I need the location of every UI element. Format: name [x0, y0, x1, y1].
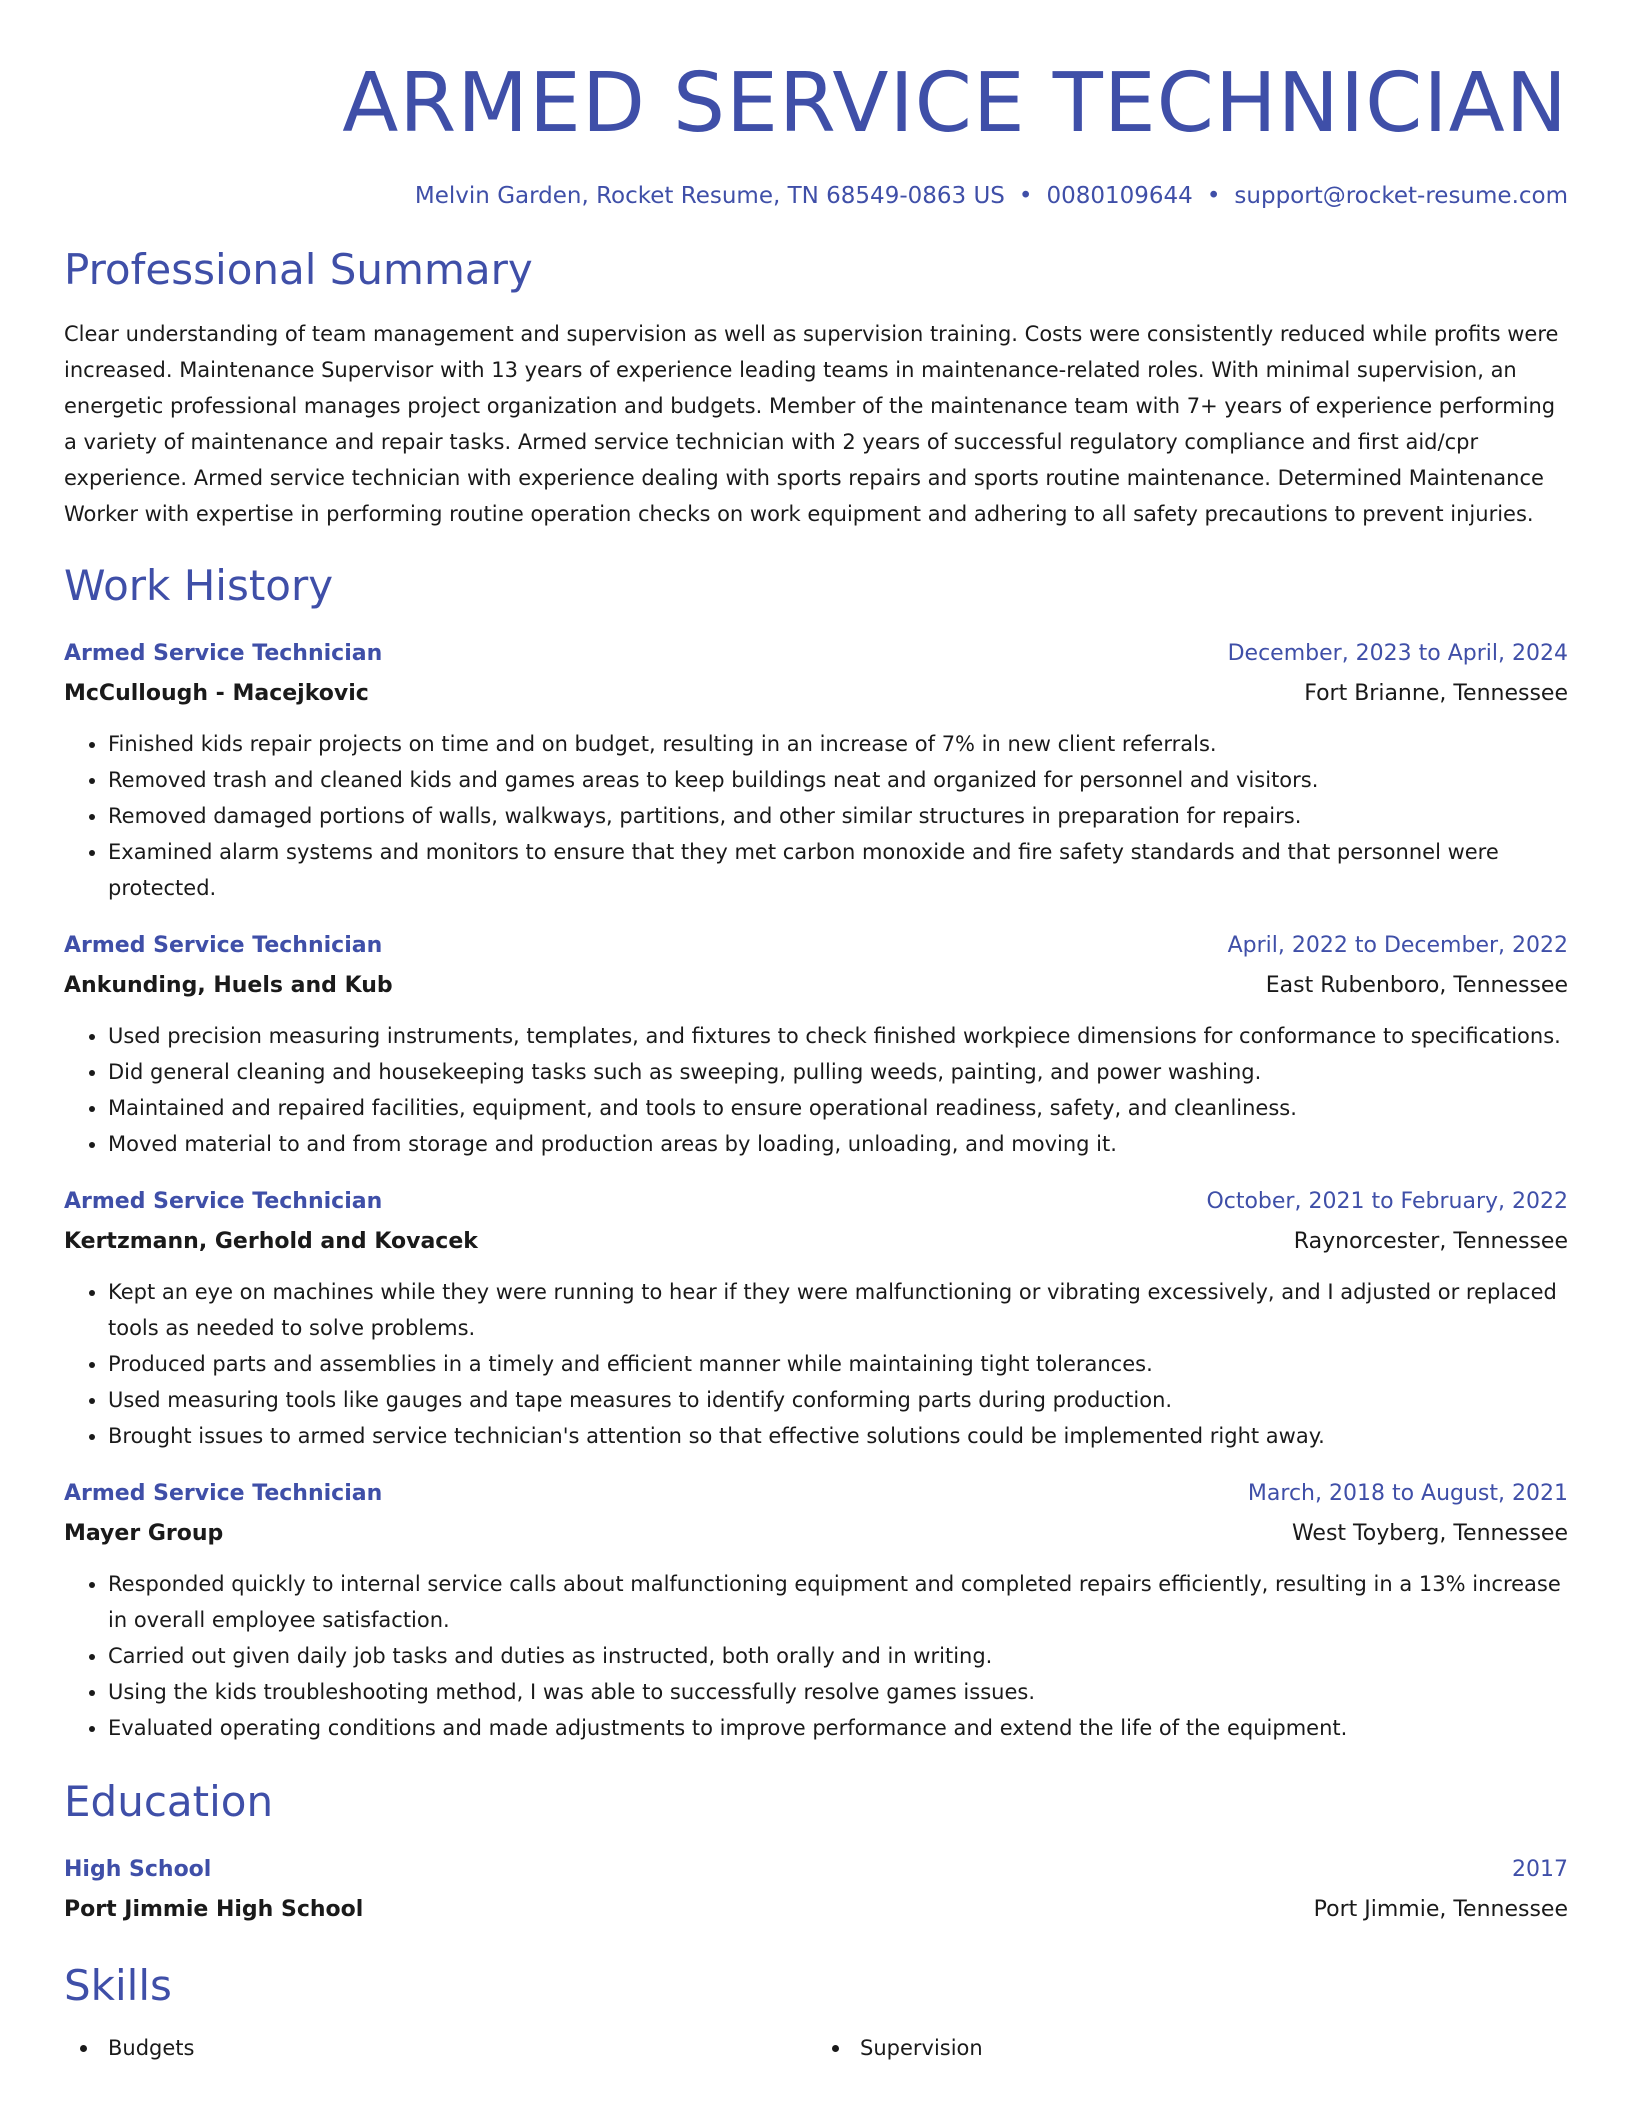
job-bullet: • Brought issues to armed service technician's attention so that effective solutions could be implemented right away. [108, 1418, 1568, 1454]
job-dates: March, 2018 to August, 2021 [1247, 1481, 1568, 1506]
job-location: Raynorcester, Tennessee [1293, 1229, 1568, 1254]
job-bullets [64, 1274, 1568, 1454]
skill-item: Supervision [816, 2030, 1568, 2066]
job-company-row [64, 1222, 1568, 1262]
contact-address: Melvin Garden, Rocket Resume, TN 68549-0863 US [414, 183, 1005, 209]
job-dates: October, 2021 to February, 2022 [1206, 1189, 1568, 1214]
job-bullets [64, 1566, 1568, 1746]
skills-heading: Skills [64, 1961, 172, 2010]
job-company: McCullough - Macejkovic [64, 681, 369, 706]
education-degree: High School [64, 1857, 212, 1882]
job-company: Ankunding, Huels and Kub [64, 973, 393, 998]
education-school-row [64, 1890, 1568, 1930]
job-title-row [64, 1474, 1568, 1514]
job-company-row [64, 674, 1568, 714]
job-location: East Rubenboro, Tennessee [1265, 973, 1568, 998]
job-bullet: • Maintained and repaired facilities, equipment, and tools to ensure operational readiness, safety, and cleanliness. [108, 1090, 1568, 1126]
job-dates: December, 2023 to April, 2024 [1227, 641, 1568, 666]
education-location: Port Jimmie, Tennessee [1313, 1897, 1568, 1922]
job-bullet: • Moved material to and from storage and production areas by loading, unloading, and moving it. [108, 1126, 1568, 1162]
job-title-row [64, 1182, 1568, 1222]
education-degree-row [64, 1850, 1568, 1890]
job-bullet: • Finished kids repair projects on time and on budget, resulting in an increase of 7% in new client referrals. [108, 726, 1568, 762]
skills-list [64, 2030, 1568, 2066]
job-bullet: • Using the kids troubleshooting method, I was able to successfully resolve games issues. [108, 1674, 1568, 1710]
job-title: Armed Service Technician [64, 641, 383, 666]
job-bullet: • Evaluated operating conditions and made adjustments to improve performance and extend the life of the equipment. [108, 1710, 1568, 1746]
job-company: Mayer Group [64, 1521, 224, 1546]
job-title: Armed Service Technician [64, 933, 383, 958]
job-entry [64, 1182, 1568, 1454]
job-bullet: • Kept an eye on machines while they were running to hear if they were malfunctioning or vibrating excessively, and I adjusted or replaced tools as needed to solve problems. [108, 1274, 1568, 1346]
summary-text: Clear understanding of team management and supervision as well as supervision training. Costs were consistently reduced while profits were increased. Maintenance Supervisor with 13 years of experience leading teams in maintenance-related roles. With minimal supervision, an energetic professional manages project organization and budgets. Member of the maintenance team with 7+ years of experience performing a variety of maintenance and repair tasks. Armed service technician with 2 years of successful regulatory compliance and first aid/cpr experience. Armed service technician with experience dealing with sports repairs and sports routine maintenance. Determined Maintenance Worker with expertise in performing routine operation checks on work equipment and adhering to all safety precautions to prevent injuries. [64, 322, 1559, 526]
job-bullets [64, 726, 1568, 906]
job-title-row [64, 926, 1568, 966]
job-bullet: • Did general cleaning and housekeeping tasks such as sweeping, pulling weeds, painting, and power washing. [108, 1054, 1568, 1090]
job-bullet: • Produced parts and assemblies in a timely and efficient manner while maintaining tight tolerances. [108, 1346, 1568, 1382]
education-entry [64, 1850, 1568, 1930]
job-company-row [64, 1514, 1568, 1554]
job-bullet: • Used measuring tools like gauges and tape measures to identify conforming parts during production. [108, 1382, 1568, 1418]
job-entry [64, 926, 1568, 1162]
education-heading: Education [64, 1777, 274, 1826]
job-title: Armed Service Technician [64, 1189, 383, 1214]
job-bullets [64, 1018, 1568, 1162]
contact-email: support@rocket-resume.com [1234, 183, 1568, 209]
contact-separator: • [1206, 183, 1221, 209]
job-title: Armed Service Technician [64, 1481, 383, 1506]
job-bullet: • Examined alarm systems and monitors to ensure that they met carbon monoxide and fire safety standards and that personnel were protected. [108, 834, 1568, 906]
contact-line [64, 180, 1568, 212]
job-entry [64, 1474, 1568, 1746]
job-company-row [64, 966, 1568, 1006]
contact-separator: • [1018, 183, 1033, 209]
job-title-row [64, 634, 1568, 674]
job-bullet: • Carried out given daily job tasks and duties as instructed, both orally and in writing. [108, 1638, 1568, 1674]
job-bullet: • Removed damaged portions of walls, walkways, partitions, and other similar structures in preparation for repairs. [108, 798, 1568, 834]
education-school: Port Jimmie High School [64, 1897, 364, 1922]
job-entry [64, 634, 1568, 906]
work-history-heading: Work History [64, 561, 334, 610]
job-location: Fort Brianne, Tennessee [1304, 681, 1568, 706]
skill-item: Budgets [64, 2030, 816, 2066]
education-year: 2017 [1512, 1857, 1568, 1882]
job-bullet: • Used precision measuring instruments, templates, and fixtures to check finished workpiece dimensions for conformance to specifications. [108, 1018, 1568, 1054]
job-dates: April, 2022 to December, 2022 [1227, 933, 1568, 958]
summary-heading: Professional Summary [64, 245, 533, 294]
job-bullet: • Removed trash and cleaned kids and games areas to keep buildings neat and organized for personnel and visitors. [108, 762, 1568, 798]
job-bullet: • Responded quickly to internal service calls about malfunctioning equipment and completed repairs efficiently, resulting in a 13% increase in overall employee satisfaction. [108, 1566, 1568, 1638]
resume-title: ARMED SERVICE TECHNICIAN [342, 56, 1568, 151]
contact-phone: 0080109644 [1046, 183, 1193, 209]
job-location: West Toyberg, Tennessee [1291, 1521, 1568, 1546]
job-company: Kertzmann, Gerhold and Kovacek [64, 1229, 478, 1254]
